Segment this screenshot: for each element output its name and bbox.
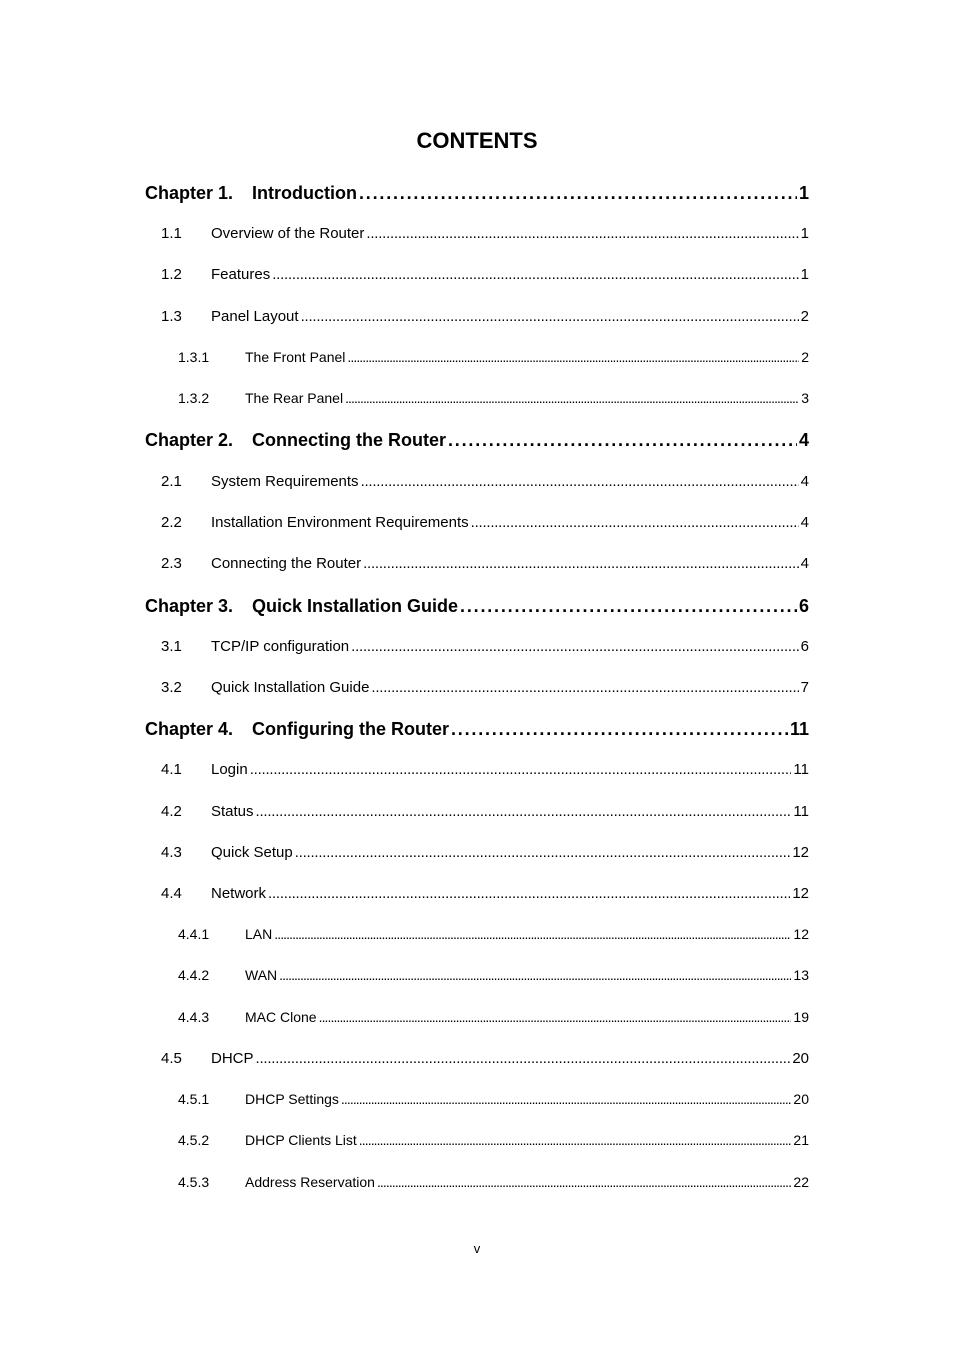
toc-entry-page: 6: [798, 596, 809, 616]
dot-leader: [359, 181, 797, 205]
toc-section-entry[interactable]: [161, 472, 809, 492]
toc-entry-title: WAN: [245, 967, 278, 983]
toc-entry-page: 13: [793, 967, 809, 983]
toc-subsection-entry[interactable]: [178, 925, 809, 944]
toc-entry-title: LAN: [245, 926, 273, 942]
toc-entry-number: 1.1: [161, 225, 182, 242]
toc-entry-page: 4: [798, 430, 809, 450]
toc-entry-page: 4: [800, 473, 809, 490]
toc-entry-page: 6: [800, 638, 809, 655]
toc-entry-page: 12: [792, 844, 809, 861]
toc-entry-number: 2.2: [161, 514, 182, 531]
toc-entry-title: Configuring the Router: [252, 719, 449, 739]
toc-entry-number: Chapter 4.: [145, 719, 234, 739]
toc-entry-page: 2: [801, 349, 809, 365]
toc-entry-number: 2.1: [161, 473, 182, 490]
toc-section-entry[interactable]: [161, 265, 809, 285]
toc-entry-title: The Rear Panel: [245, 390, 344, 406]
toc-entry-page: 11: [793, 803, 809, 820]
dot-leader: [319, 1008, 792, 1027]
toc-entry-page: 22: [793, 1174, 809, 1190]
toc-section-entry[interactable]: [161, 843, 809, 863]
toc-entry-page: 11: [789, 719, 809, 739]
toc-entry-page: 1: [800, 266, 809, 283]
toc-entry-number: 2.3: [161, 555, 182, 572]
toc-subsection-entry[interactable]: [178, 348, 809, 367]
toc-entry-number: Chapter 1.: [145, 183, 234, 203]
toc-entry-title: Introduction: [252, 183, 357, 203]
dot-leader: [301, 307, 799, 327]
toc-entry-number: 4.2: [161, 803, 182, 820]
toc-entry-number: 1.2: [161, 266, 182, 283]
toc-section-entry[interactable]: [161, 307, 809, 327]
toc-subsection-entry[interactable]: [178, 389, 809, 408]
toc-entry-title: Network: [211, 885, 267, 902]
toc-subsection-entry[interactable]: [178, 1008, 809, 1027]
toc-entry-title: Panel Layout: [211, 308, 299, 325]
toc-entry-page: 4: [800, 555, 809, 572]
toc-entry-page: 21: [793, 1132, 809, 1148]
toc-entry-number: 4.5.3: [178, 1174, 210, 1190]
toc-subsection-entry[interactable]: [178, 1131, 809, 1150]
toc-entry-title: Address Reservation: [245, 1174, 375, 1190]
toc-entry-number: 1.3.1: [178, 349, 210, 365]
toc-entry-number: 4.4: [161, 885, 182, 902]
dot-leader: [366, 224, 798, 244]
toc-entry-title: DHCP Settings: [245, 1091, 339, 1107]
toc-entry-page: 7: [800, 679, 809, 696]
toc-chapter-entry[interactable]: [145, 594, 809, 618]
toc-section-entry[interactable]: [161, 554, 809, 574]
toc-section-entry[interactable]: [161, 884, 809, 904]
toc-entry-title: System Requirements: [211, 473, 359, 490]
toc-entry-number: 1.3.2: [178, 390, 210, 406]
toc-entry-number: Chapter 2.: [145, 430, 234, 450]
dot-leader: [272, 265, 798, 285]
toc-subsection-entry[interactable]: [178, 966, 809, 985]
toc-entry-title: Quick Setup: [211, 844, 293, 861]
toc-entry-title: Status: [211, 803, 254, 820]
toc-entry-page: 12: [793, 926, 809, 942]
toc-entry-number: 4.4.2: [178, 967, 210, 983]
toc-section-entry[interactable]: [161, 1049, 809, 1069]
dot-leader: [345, 389, 799, 408]
dot-leader: [279, 966, 791, 985]
dot-leader: [448, 428, 797, 452]
toc-chapter-entry[interactable]: [145, 181, 809, 205]
dot-leader: [256, 802, 792, 822]
toc-entry-page: 1: [798, 183, 809, 203]
toc-entry-title: Connecting the Router: [252, 430, 446, 450]
toc-subsection-entry[interactable]: [178, 1090, 809, 1109]
toc-entry-page: 20: [792, 1050, 809, 1067]
toc-entry-number: 4.5.1: [178, 1091, 210, 1107]
toc-entry-title: The Front Panel: [245, 349, 346, 365]
dot-leader: [359, 1131, 792, 1150]
toc-entry-title: Quick Installation Guide: [211, 679, 370, 696]
toc-section-entry[interactable]: [161, 513, 809, 533]
dot-leader: [451, 717, 788, 741]
toc-entry-title: Installation Environment Requirements: [211, 514, 469, 531]
toc-entry-number: Chapter 3.: [145, 596, 234, 616]
toc-entry-page: 1: [800, 225, 809, 242]
toc-entry-number: 4.3: [161, 844, 182, 861]
toc-entry-page: 20: [793, 1091, 809, 1107]
toc-entry-page: 3: [801, 390, 809, 406]
toc-entry-number: 4.5: [161, 1050, 182, 1067]
toc-entry-number: 4.5.2: [178, 1132, 210, 1148]
toc-section-entry[interactable]: [161, 678, 809, 698]
dot-leader: [268, 884, 790, 904]
toc-entry-title: DHCP: [211, 1050, 254, 1067]
page-title: CONTENTS: [416, 128, 538, 153]
toc-entry-number: 4.4.1: [178, 926, 210, 942]
toc-entry-title: Quick Installation Guide: [252, 596, 459, 616]
dot-leader: [351, 637, 799, 657]
toc-section-entry[interactable]: [161, 760, 809, 780]
toc-entry-title: Overview of the Router: [211, 225, 365, 242]
toc-chapter-entry[interactable]: [145, 428, 809, 452]
dot-leader: [471, 513, 799, 533]
toc-entry-number: 3.2: [161, 679, 182, 696]
toc-section-entry[interactable]: [161, 224, 809, 244]
dot-leader: [377, 1173, 791, 1192]
dot-leader: [361, 472, 799, 492]
dot-leader: [371, 678, 798, 698]
toc-entry-page: 4: [800, 514, 809, 531]
dot-leader: [250, 760, 792, 780]
toc-chapter-entry[interactable]: [145, 717, 809, 741]
toc-entry-number: 4.1: [161, 761, 182, 778]
dot-leader: [256, 1049, 791, 1069]
dot-leader: [347, 348, 799, 367]
toc-entry-page: 12: [792, 885, 809, 902]
dot-leader: [341, 1090, 792, 1109]
toc-entry-number: 3.1: [161, 638, 182, 655]
toc-entry-number: 1.3: [161, 308, 182, 325]
toc-entry-title: DHCP Clients List: [245, 1132, 357, 1148]
toc-entry-number: 4.4.3: [178, 1009, 210, 1025]
toc-entry-title: TCP/IP configuration: [211, 638, 350, 655]
page-number: v: [473, 1241, 481, 1256]
dot-leader: [295, 843, 791, 863]
toc-entry-page: 2: [800, 308, 809, 325]
dot-leader: [460, 594, 797, 618]
dot-leader: [363, 554, 799, 574]
toc-entry-title: Features: [211, 266, 271, 283]
toc-entry-title: MAC Clone: [245, 1009, 317, 1025]
toc-subsection-entry[interactable]: [178, 1173, 809, 1192]
toc-section-entry[interactable]: [161, 802, 809, 822]
toc-entry-title: Login: [211, 761, 248, 778]
toc-section-entry[interactable]: [161, 637, 809, 657]
toc-entry-page: 19: [793, 1009, 809, 1025]
dot-leader: [274, 925, 791, 944]
toc-entry-title: Connecting the Router: [211, 555, 362, 572]
toc-entry-page: 11: [793, 761, 809, 778]
